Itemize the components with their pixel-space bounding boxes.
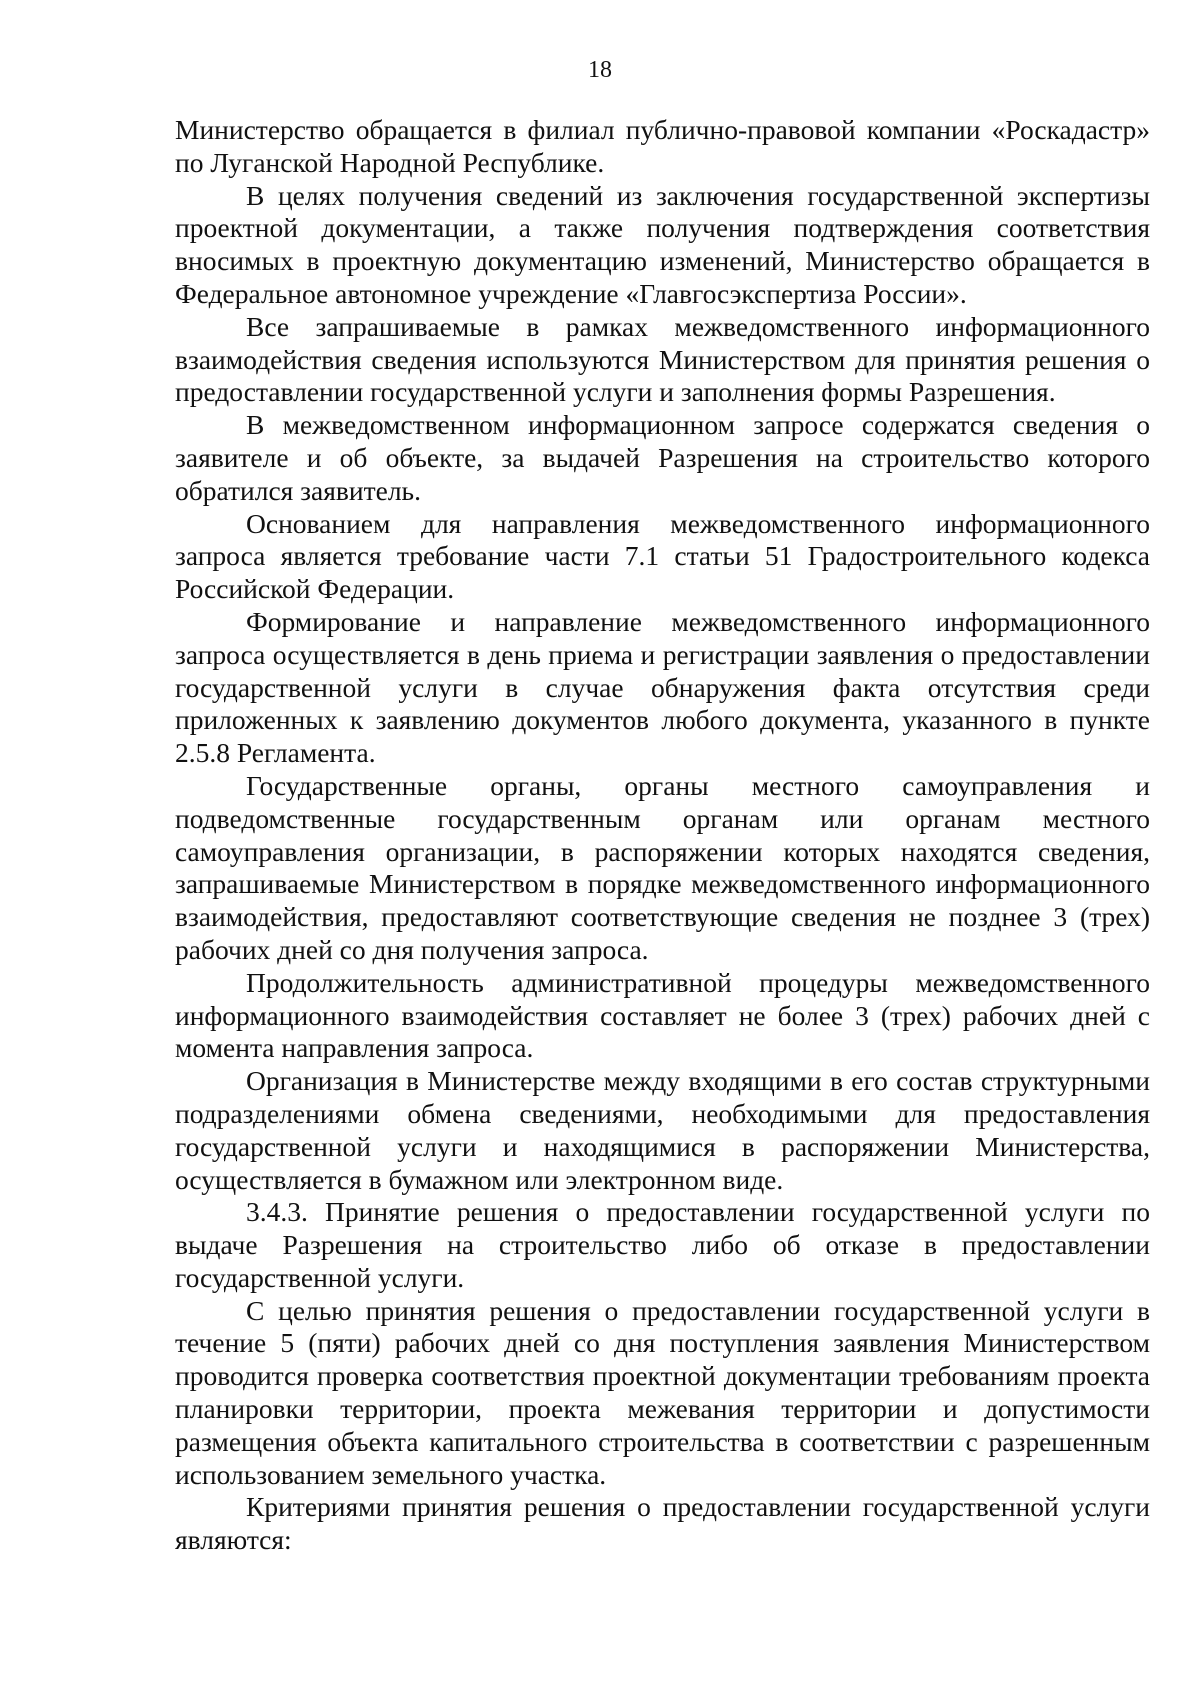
paragraph: Министерство обращается в филиал публично-правовой компании «Роскадастр» по Луганской Народной Республике. bbox=[175, 114, 1150, 178]
paragraph: Формирование и направление межведомственного информационного запроса осуществляется в день приема и регистрации заявления о предоставлении государственной услуги в случае обнаружения факта отсутствия среди приложенных к заявлению документов любого документа, указанного в пункте 2.5.8 Регламента. bbox=[175, 605, 1150, 769]
document-body bbox=[175, 114, 1150, 1557]
paragraph: Организация в Министерстве между входящими в его состав структурными подразделениями обмена сведениями, необходимыми для предоставления государственной услуги и находящимися в распоряжении Министерства, осуществляется в бумажном или электронном виде. bbox=[175, 1065, 1150, 1195]
paragraph: Все запрашиваемые в рамках межведомственного информационного взаимодействия сведения используются Министерством для принятия решения о предоставлении государственной услуги и заполнения формы Разрешения. bbox=[175, 310, 1150, 408]
paragraph: В межведомственном информационном запросе содержатся сведения о заявителе и об объекте, за выдачей Разрешения на строительство которого обратился заявитель. bbox=[175, 409, 1150, 506]
paragraph: Основанием для направления межведомственного информационного запроса является требование части 7.1 статьи 51 Градостроительного кодекса Российской Федерации. bbox=[175, 507, 1150, 605]
paragraph: Государственные органы, органы местного самоуправления и подведомственные государственным органам или органам местного самоуправления организации, в распоряжении которых находятся сведения, запрашиваемые Министерством в порядке межведомственного информационного взаимодействия, предоставляют соответствующие сведения не позднее 3 (трех) рабочих дней со дня получения запроса. bbox=[175, 769, 1150, 965]
paragraph: В целях получения сведений из заключения государственной экспертизы проектной документации, а также получения подтверждения соответствия вносимых в проектную документацию изменений, Министерство обращается в Федеральное автономное учреждение «Главгосэкспертиза России». bbox=[175, 179, 1150, 309]
paragraph: С целью принятия решения о предоставлении государственной услуги в течение 5 (пяти) рабочих дней со дня поступления заявления Министерством проводится проверка соответствия проектной документации требованиям проекта планировки территории, проекта межевания территории и допустимости размещения объекта капитального строительства в соответствии с разрешенным использованием земельного участка. bbox=[175, 1294, 1150, 1490]
paragraph: Продолжительность административной процедуры межведомственного информационного взаимодействия составляет не более 3 (трех) рабочих дней с момента направления запроса. bbox=[175, 966, 1150, 1064]
paragraph: Критериями принятия решения о предоставлении государственной услуги являются: bbox=[175, 1491, 1150, 1556]
section-heading-paragraph: 3.4.3. Принятие решения о предоставлении государственной услуги по выдаче Разрешения на строительство либо об отказе в предоставлении государственной услуги. bbox=[175, 1196, 1150, 1293]
page-number: 18 bbox=[588, 57, 612, 83]
